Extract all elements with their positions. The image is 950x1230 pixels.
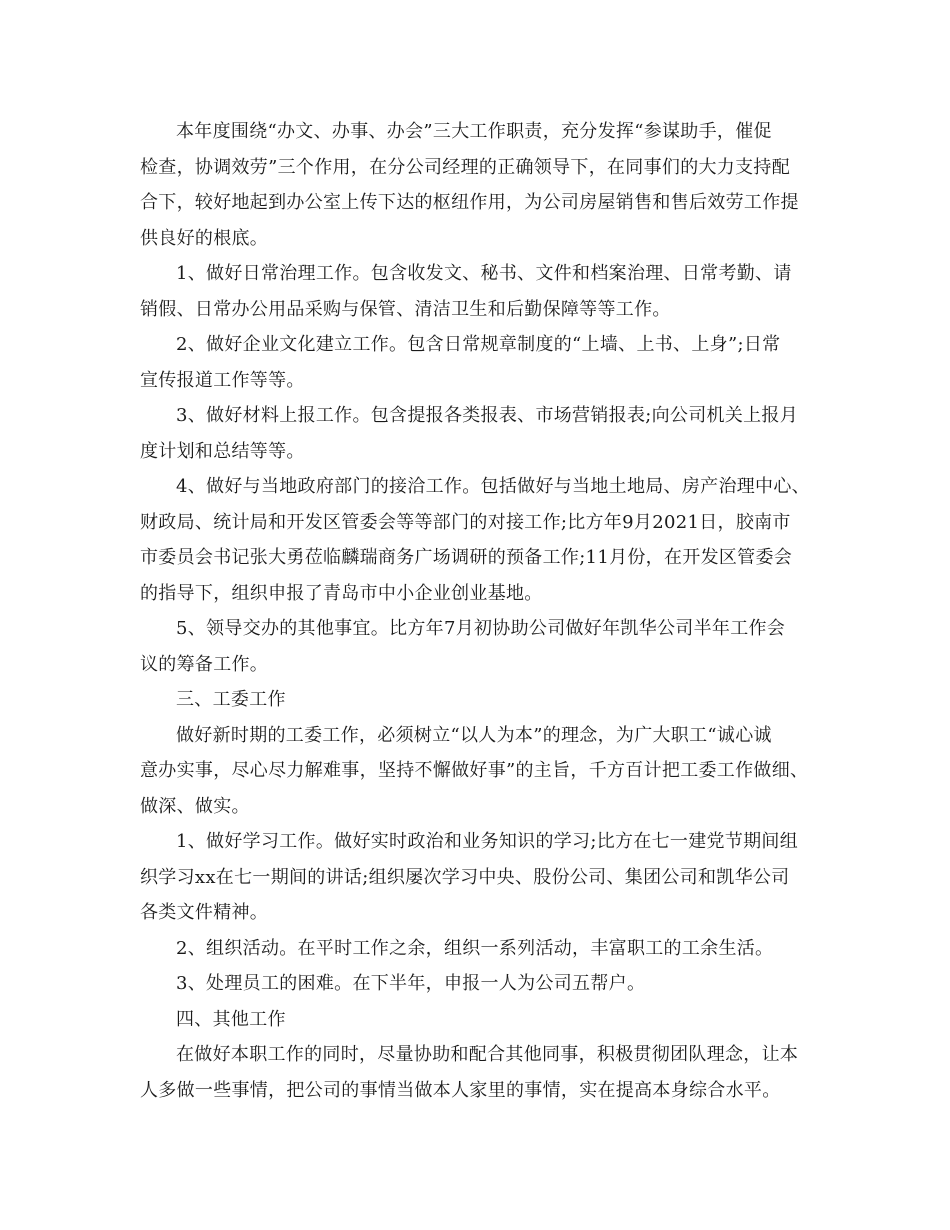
document-paragraph bbox=[140, 256, 830, 327]
paragraph-line: 宣传报道工作等等。 bbox=[140, 369, 305, 391]
document-paragraph bbox=[140, 824, 830, 931]
paragraph-line: 供良好的根底。 bbox=[140, 227, 269, 249]
paragraph-line: 市委员会书记张大勇莅临麟瑞商务广场调研的预备工作;11月份，在开发区管委会 bbox=[140, 547, 793, 568]
paragraph-line: 3、做好材料上报工作。包含提报各类报表、市场营销报表;向公司机关上报月 bbox=[176, 405, 799, 426]
paragraph-line: 4、做好与当地政府部门的接洽工作。包括做好与当地土地局、房产治理中心、 bbox=[176, 476, 810, 497]
paragraph-line: 度计划和总结等等。 bbox=[140, 440, 305, 462]
paragraph-line: 合下，较好地起到办公室上传下达的枢纽作用，为公司房屋销售和售后效劳工作提 bbox=[140, 192, 799, 213]
paragraph-line: 做好新时期的工委工作，必须树立“以人为本”的理念，为广大职工“诚心诚 bbox=[176, 724, 772, 746]
document-paragraph bbox=[140, 682, 830, 718]
paragraph-line: 1、做好学习工作。做好实时政治和业务知识的学习;比方在七一建党节期间组 bbox=[176, 831, 799, 852]
document-paragraph bbox=[140, 327, 830, 398]
paragraph-line: 3、处理员工的困难。在下半年，申报一人为公司五帮户。 bbox=[176, 973, 646, 994]
paragraph-line: 2、做好企业文化建立工作。包含日常规章制度的“上墙、上书、上身”;日常 bbox=[176, 334, 781, 355]
paragraph-line: 四、其他工作 bbox=[176, 1008, 286, 1030]
paragraph-line: 本年度围绕“办文、办事、办会”三大工作职责，充分发挥“参谋助手，催促 bbox=[176, 121, 772, 142]
paragraph-line: 5、领导交办的其他事宜。比方年7月初协助公司做好年凯华公司半年工作会 bbox=[176, 618, 786, 639]
document-paragraph bbox=[140, 469, 830, 611]
document-paragraph bbox=[140, 718, 830, 825]
paragraph-line: 做深、做实。 bbox=[140, 795, 250, 817]
paragraph-line: 的指导下，组织申报了青岛市中小企业创业基地。 bbox=[140, 582, 543, 604]
paragraph-line: 织学习xx在七一期间的讲话;组织屡次学习中央、股份公司、集团公司和凯华公司 bbox=[140, 866, 790, 888]
document-paragraph bbox=[140, 966, 830, 1002]
paragraph-line: 意办实事，尽心尽力解难事，坚持不懈做好事”的主旨，千方百计把工委工作做细、 bbox=[140, 760, 809, 781]
document-paragraph bbox=[140, 1037, 830, 1108]
document-paragraph bbox=[140, 114, 830, 256]
paragraph-line: 人多做一些事情，把公司的事情当做本人家里的事情，实在提高本身综合水平。 bbox=[140, 1079, 781, 1101]
document-paragraph bbox=[140, 931, 830, 967]
paragraph-line: 1、做好日常治理工作。包含收发文、秘书、文件和档案治理、日常考勤、请 bbox=[176, 263, 792, 284]
document-paragraph bbox=[140, 398, 830, 469]
paragraph-line: 各类文件精神。 bbox=[140, 902, 269, 923]
paragraph-line: 三、工委工作 bbox=[176, 689, 286, 710]
paragraph-line: 议的筹备工作。 bbox=[140, 653, 269, 675]
document-paragraph bbox=[140, 611, 830, 682]
paragraph-line: 2、组织活动。在平时工作之余，组织一系列活动，丰富职工的工余生活。 bbox=[176, 937, 774, 959]
document-paragraph bbox=[140, 1002, 830, 1038]
paragraph-line: 财政局、统计局和开发区管委会等等部门的对接工作;比方年9月2021日，胶南市 bbox=[140, 511, 791, 533]
paragraph-line: 销假、日常办公用品采购与保管、清洁卫生和后勤保障等等工作。 bbox=[140, 298, 671, 320]
document-body bbox=[140, 114, 830, 1108]
paragraph-line: 检查，协调效劳”三个作用，在分公司经理的正确领导下，在同事们的大力支持配 bbox=[140, 156, 790, 178]
paragraph-line: 在做好本职工作的同时，尽量协助和配合其他同事，积极贯彻团队理念，让本 bbox=[176, 1044, 799, 1065]
